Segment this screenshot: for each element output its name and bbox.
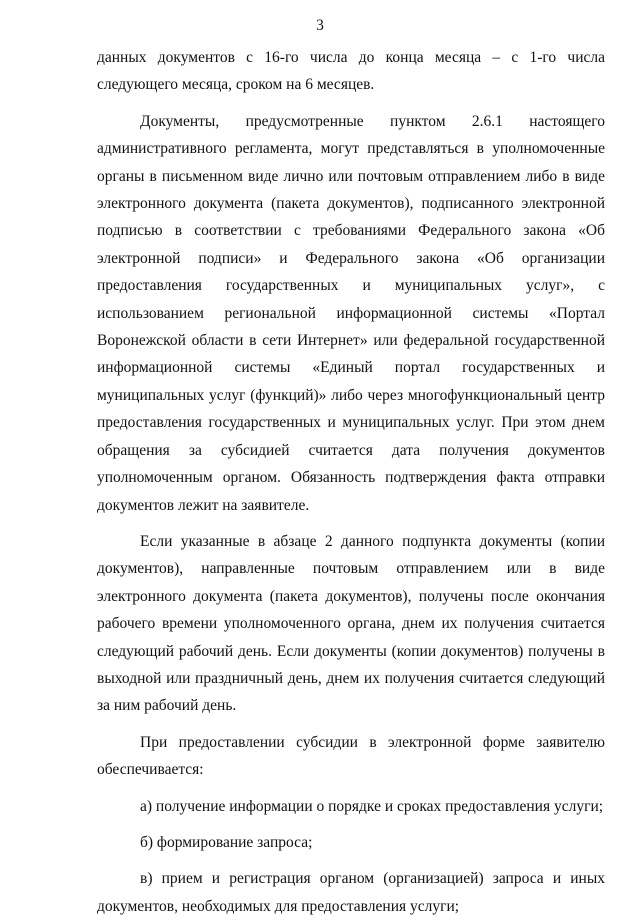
paragraph-electronic-form: При предоставлении субсидии в электронной форме заявителю обеспечивается: bbox=[97, 733, 605, 779]
paragraph-continuation: данных документов с 16-го числа до конца месяца – с 1-го числа следующего месяца, сроком на 6 месяцев. bbox=[97, 49, 605, 94]
list-item-a: а) получение информации о порядке и сроках предоставления услуги; bbox=[140, 797, 604, 815]
list-item-b: б) формирование запроса; bbox=[140, 833, 313, 851]
paragraph-documents-submission: Документы, предусмотренные пунктом 2.6.1 настоящего административного регламента, могут представляться в уполномоченные органы в письменном виде лично или почтовым отправлением либо в виде электронного документа (пакета документов), подписанного электронной подписью в соответствии с требованиями Федерального закона «Об электронной подписи» и Федерального закона «Об организации предоставления государственных и муниципальных услуг», с использованием региональной информационной системы «Портал Воронежской области в сети Интернет» или федеральной государственной информационной системы «Единый портал государственных и муниципальных услуг (функций)» либо через многофункциональный центр предоставления государственных и муниципальных услуг. При этом днем обращения за субсидией считается дата получения документов уполномоченным органом. Обязанность подтверждения факта отправки документов лежит на заявителе. bbox=[97, 112, 605, 514]
page-number: 3 bbox=[316, 17, 324, 34]
paragraph-receipt-date: Если указанные в абзаце 2 данного подпункта документы (копии документов), направленные почтовым отправлением или в виде электронного документа (пакета документов), получены после окончания рабочего времени уполномоченного органа, днем их получения считается следующий рабочий день. Если документы (копии документов) получены в выходной или праздничный день, днем их получения считается следующий за ним рабочий день. bbox=[97, 532, 605, 715]
document-body bbox=[97, 44, 605, 920]
list-item-v: в) прием и регистрация органом (организацией) запроса и иных документов, необходимых для предоставления услуги; bbox=[97, 870, 605, 915]
